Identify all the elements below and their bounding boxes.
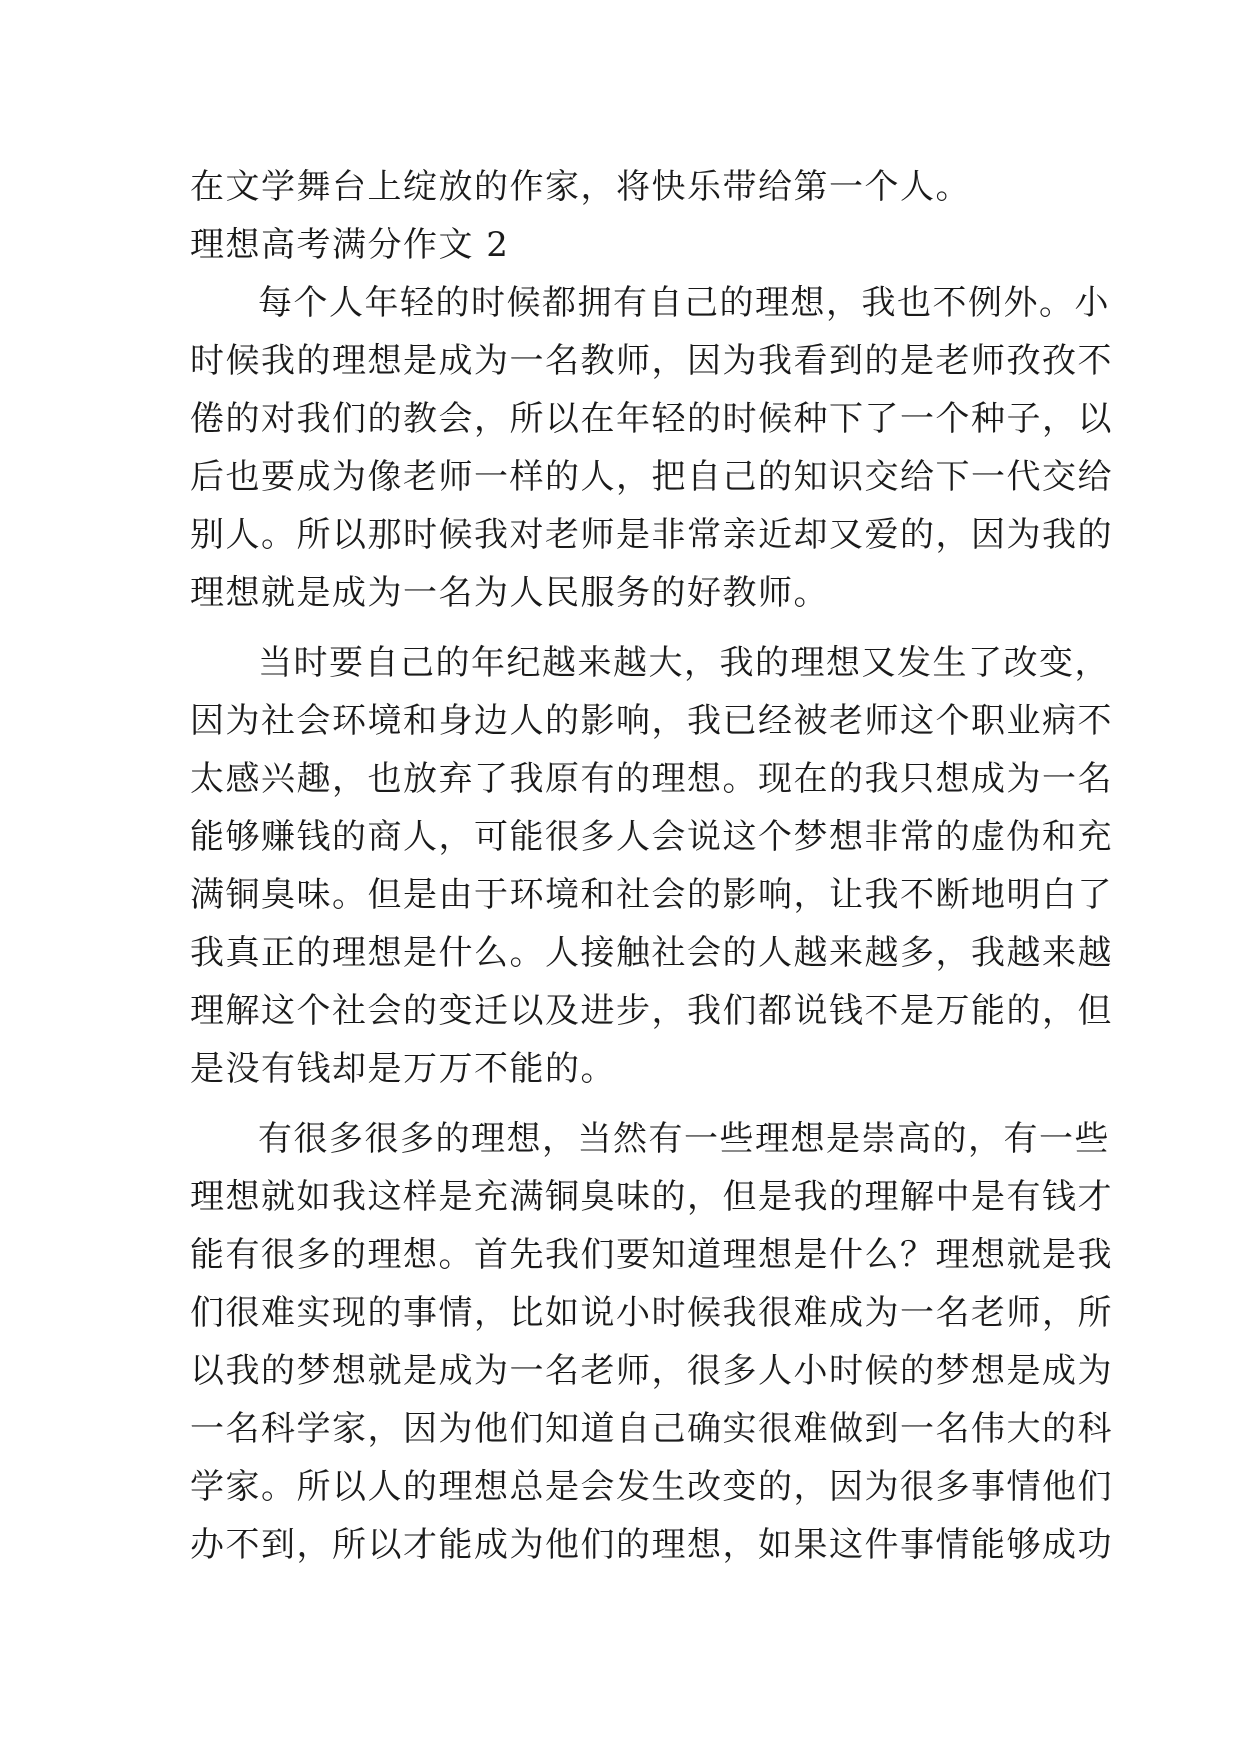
body-text (190, 158, 1113, 1574)
text-line: 有很多很多的理想，当然有一些理想是崇高的，有一些 (258, 1119, 1110, 1159)
text-line: 理想就如我这样是充满铜臭味的，但是我的理解中是有钱才 (190, 1177, 1113, 1217)
text-line: 因为社会环境和身边人的影响，我已经被老师这个职业病不 (190, 701, 1113, 741)
text-line: 们很难实现的事情，比如说小时候我很难成为一名老师，所 (190, 1293, 1113, 1333)
text-line: 别人。所以那时候我对老师是非常亲近却又爱的，因为我的 (190, 515, 1113, 555)
text-line: 一名科学家，因为他们知道自己确实很难做到一名伟大的科 (190, 1409, 1113, 1449)
text-line: 办不到，所以才能成为他们的理想，如果这件事情能够成功 (190, 1525, 1113, 1565)
text-line: 是没有钱却是万万不能的。 (190, 1049, 616, 1089)
text-line: 当时要自己的年纪越来越大，我的理想又发生了改变， (258, 643, 1110, 683)
text-line: 学家。所以人的理想总是会发生改变的，因为很多事情他们 (190, 1467, 1113, 1507)
text-line: 太感兴趣，也放弃了我原有的理想。现在的我只想成为一名 (190, 759, 1113, 799)
text-line: 理解这个社会的变迁以及进步，我们都说钱不是万能的，但 (190, 991, 1113, 1031)
text-line: 我真正的理想是什么。人接触社会的人越来越多，我越来越 (190, 933, 1113, 973)
text-line: 时候我的理想是成为一名教师，因为我看到的是老师孜孜不 (190, 341, 1113, 381)
text-line: 满铜臭味。但是由于环境和社会的影响，让我不断地明白了 (190, 875, 1113, 915)
text-line: 能有很多的理想。首先我们要知道理想是什么？理想就是我 (190, 1235, 1113, 1275)
section-title: 理想高考满分作文 2 (190, 225, 510, 265)
text-line: 倦的对我们的教会，所以在年轻的时候种下了一个种子，以 (190, 399, 1113, 439)
text-line: 理想就是成为一名为人民服务的好教师。 (190, 573, 829, 613)
text-line: 以我的梦想就是成为一名老师，很多人小时候的梦想是成为 (190, 1351, 1113, 1391)
text-line: 每个人年轻的时候都拥有自己的理想，我也不例外。小 (258, 283, 1110, 323)
text-line: 后也要成为像老师一样的人，把自己的知识交给下一代交给 (190, 457, 1113, 497)
text-line: 在文学舞台上绽放的作家，将快乐带给第一个人。 (190, 167, 971, 207)
text-line: 能够赚钱的商人，可能很多人会说这个梦想非常的虚伪和充 (190, 817, 1113, 857)
